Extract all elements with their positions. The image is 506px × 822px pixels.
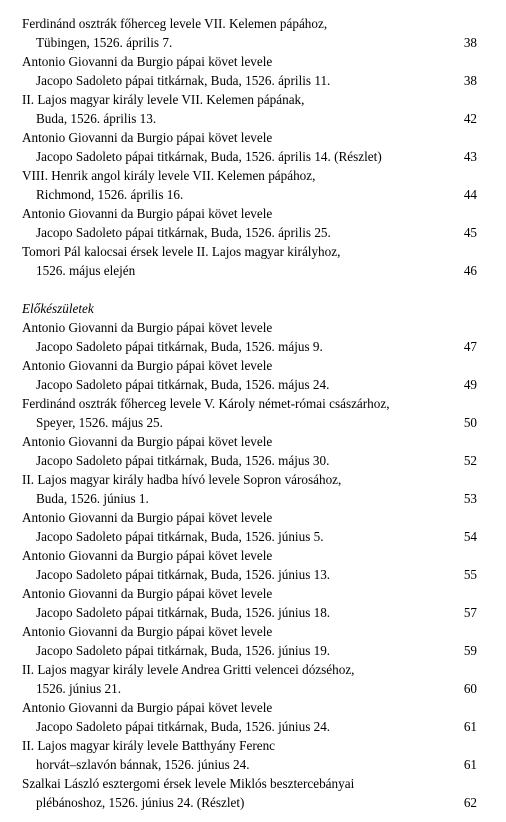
toc-entry (22, 736, 477, 774)
toc-entry (22, 52, 477, 90)
entry-text: Antonio Giovanni da Burgio pápai követ levele (22, 130, 273, 145)
page-number: 62 (463, 795, 477, 810)
entry-text: VIII. Henrik angol király levele VII. Kelemen pápához, (22, 168, 316, 183)
entry-continuation-line (22, 451, 477, 470)
section-heading: Előkészületek (22, 301, 94, 316)
page-number: 49 (463, 377, 477, 392)
entry-text: Speyer, 1526. május 25. (36, 415, 163, 430)
entry-text: Antonio Giovanni da Burgio pápai követ levele (22, 586, 273, 601)
page-number: 61 (463, 757, 477, 772)
entry-text: II. Lajos magyar király levele VII. Kelemen pápának, (22, 92, 305, 107)
page-number: 54 (463, 529, 477, 544)
entry-continuation-line (22, 375, 477, 394)
entry-title-line (22, 394, 477, 413)
entry-text: Jacopo Sadoleto pápai titkárnak, Buda, 1526. április 14. (Részlet) (36, 149, 382, 164)
entry-title-line (22, 546, 477, 565)
entry-title-line (22, 356, 477, 375)
entry-title-line (22, 470, 477, 489)
entry-title-line (22, 508, 477, 527)
entry-text: II. Lajos magyar király levele Andrea Gritti velencei dózséhoz, (22, 662, 355, 677)
entry-title-line (22, 52, 477, 71)
entry-continuation-line (22, 71, 477, 90)
page-number: 53 (463, 491, 477, 506)
entry-text: Antonio Giovanni da Burgio pápai követ levele (22, 510, 273, 525)
toc-section (22, 299, 477, 812)
entry-title-line (22, 166, 477, 185)
entry-title-line (22, 584, 477, 603)
entry-continuation-line (22, 717, 477, 736)
toc-entry (22, 14, 477, 52)
entry-continuation-line (22, 147, 477, 166)
toc-entry (22, 128, 477, 166)
toc-entry (22, 90, 477, 128)
toc-entry (22, 318, 477, 356)
page-number: 50 (463, 415, 477, 430)
page-number: 57 (463, 605, 477, 620)
entry-text: Antonio Giovanni da Burgio pápai követ levele (22, 54, 273, 69)
entry-title-line (22, 242, 477, 261)
entry-title-line (22, 622, 477, 641)
entry-continuation-line (22, 641, 477, 660)
entry-text: horvát–szlavón bánnak, 1526. június 24. (36, 757, 250, 772)
page-number: 46 (463, 263, 477, 278)
entry-continuation-line (22, 109, 477, 128)
entry-text: Jacopo Sadoleto pápai titkárnak, Buda, 1526. április 25. (36, 225, 331, 240)
entry-text: Ferdinánd osztrák főherceg levele V. Károly német-római császárhoz, (22, 396, 390, 411)
entry-text: Jacopo Sadoleto pápai titkárnak, Buda, 1526. június 5. (36, 529, 324, 544)
entry-text: Jacopo Sadoleto pápai titkárnak, Buda, 1526. május 24. (36, 377, 330, 392)
toc-entry (22, 394, 477, 432)
entry-text: Antonio Giovanni da Burgio pápai követ levele (22, 624, 273, 639)
entry-text: Jacopo Sadoleto pápai titkárnak, Buda, 1526. június 13. (36, 567, 331, 582)
entry-text: Szalkai László esztergomi érsek levele Miklós besztercebányai (22, 776, 355, 791)
toc-section (22, 14, 477, 280)
page-number: 47 (463, 339, 477, 354)
entry-text: Jacopo Sadoleto pápai titkárnak, Buda, 1526. június 18. (36, 605, 331, 620)
entry-text: Jacopo Sadoleto pápai titkárnak, Buda, 1526. május 9. (36, 339, 323, 354)
entry-text: II. Lajos magyar király hadba hívó levele Sopron városához, (22, 472, 342, 487)
entry-title-line (22, 14, 477, 33)
entry-title-line (22, 204, 477, 223)
entry-text: Antonio Giovanni da Burgio pápai követ levele (22, 548, 273, 563)
entry-continuation-line (22, 33, 477, 52)
entry-continuation-line (22, 223, 477, 242)
entry-title-line (22, 698, 477, 717)
entry-continuation-line (22, 261, 477, 280)
toc-entry (22, 508, 477, 546)
page-number: 55 (463, 567, 477, 582)
toc-entry (22, 204, 477, 242)
toc-entry (22, 660, 477, 698)
entry-continuation-line (22, 413, 477, 432)
page-number: 42 (463, 111, 477, 126)
entry-continuation-line (22, 679, 477, 698)
entry-continuation-line (22, 793, 477, 812)
page-number: 45 (463, 225, 477, 240)
entry-continuation-line (22, 603, 477, 622)
entry-text: Jacopo Sadoleto pápai titkárnak, Buda, 1526. június 19. (36, 643, 331, 658)
entry-text: Antonio Giovanni da Burgio pápai követ levele (22, 206, 273, 221)
entry-title-line (22, 774, 477, 793)
entry-text: Ferdinánd osztrák főherceg levele VII. Kelemen pápához, (22, 16, 328, 31)
entry-title-line (22, 318, 477, 337)
entry-title-line (22, 736, 477, 755)
toc-entry (22, 622, 477, 660)
entry-text: Antonio Giovanni da Burgio pápai követ levele (22, 320, 273, 335)
toc-entry (22, 584, 477, 622)
page-number: 61 (463, 719, 477, 734)
toc-entry (22, 166, 477, 204)
page-number: 60 (463, 681, 477, 696)
toc-entry (22, 432, 477, 470)
toc-entry (22, 698, 477, 736)
page-number: 59 (463, 643, 477, 658)
entry-text: Jacopo Sadoleto pápai titkárnak, Buda, 1526. április 11. (36, 73, 331, 88)
entry-text: Antonio Giovanni da Burgio pápai követ levele (22, 358, 273, 373)
entry-text: Jacopo Sadoleto pápai titkárnak, Buda, 1526. június 24. (36, 719, 331, 734)
toc-entry (22, 546, 477, 584)
entry-text: 1526. május elején (36, 263, 136, 278)
entry-text: Richmond, 1526. április 16. (36, 187, 184, 202)
entry-text: Buda, 1526. június 1. (36, 491, 149, 506)
page-number: 38 (463, 35, 477, 50)
entry-continuation-line (22, 527, 477, 546)
page-number: 44 (463, 187, 477, 202)
entry-text: II. Lajos magyar király levele Batthyány Ferenc (22, 738, 276, 753)
entry-title-line (22, 432, 477, 451)
entry-text: Tomori Pál kalocsai érsek levele II. Lajos magyar királyhoz, (22, 244, 341, 259)
page-number: 38 (463, 73, 477, 88)
entry-text: Tübingen, 1526. április 7. (36, 35, 173, 50)
entry-text: Jacopo Sadoleto pápai titkárnak, Buda, 1526. május 30. (36, 453, 330, 468)
entry-continuation-line (22, 185, 477, 204)
entry-text: Antonio Giovanni da Burgio pápai követ levele (22, 434, 273, 449)
entry-title-line (22, 90, 477, 109)
entry-text: Antonio Giovanni da Burgio pápai követ levele (22, 700, 273, 715)
entry-continuation-line (22, 489, 477, 508)
toc-entry (22, 774, 477, 812)
entry-continuation-line (22, 565, 477, 584)
entry-text: 1526. június 21. (36, 681, 121, 696)
entry-text: Buda, 1526. április 13. (36, 111, 157, 126)
entry-continuation-line (22, 337, 477, 356)
toc-entry (22, 470, 477, 508)
entry-title-line (22, 128, 477, 147)
toc-entry (22, 242, 477, 280)
entry-text: plébánoshoz, 1526. június 24. (Részlet) (36, 795, 245, 810)
page-number: 52 (463, 453, 477, 468)
table-of-contents-page (22, 14, 477, 812)
entry-continuation-line (22, 755, 477, 774)
toc-entry (22, 356, 477, 394)
entry-title-line (22, 660, 477, 679)
page-number: 43 (463, 149, 477, 164)
